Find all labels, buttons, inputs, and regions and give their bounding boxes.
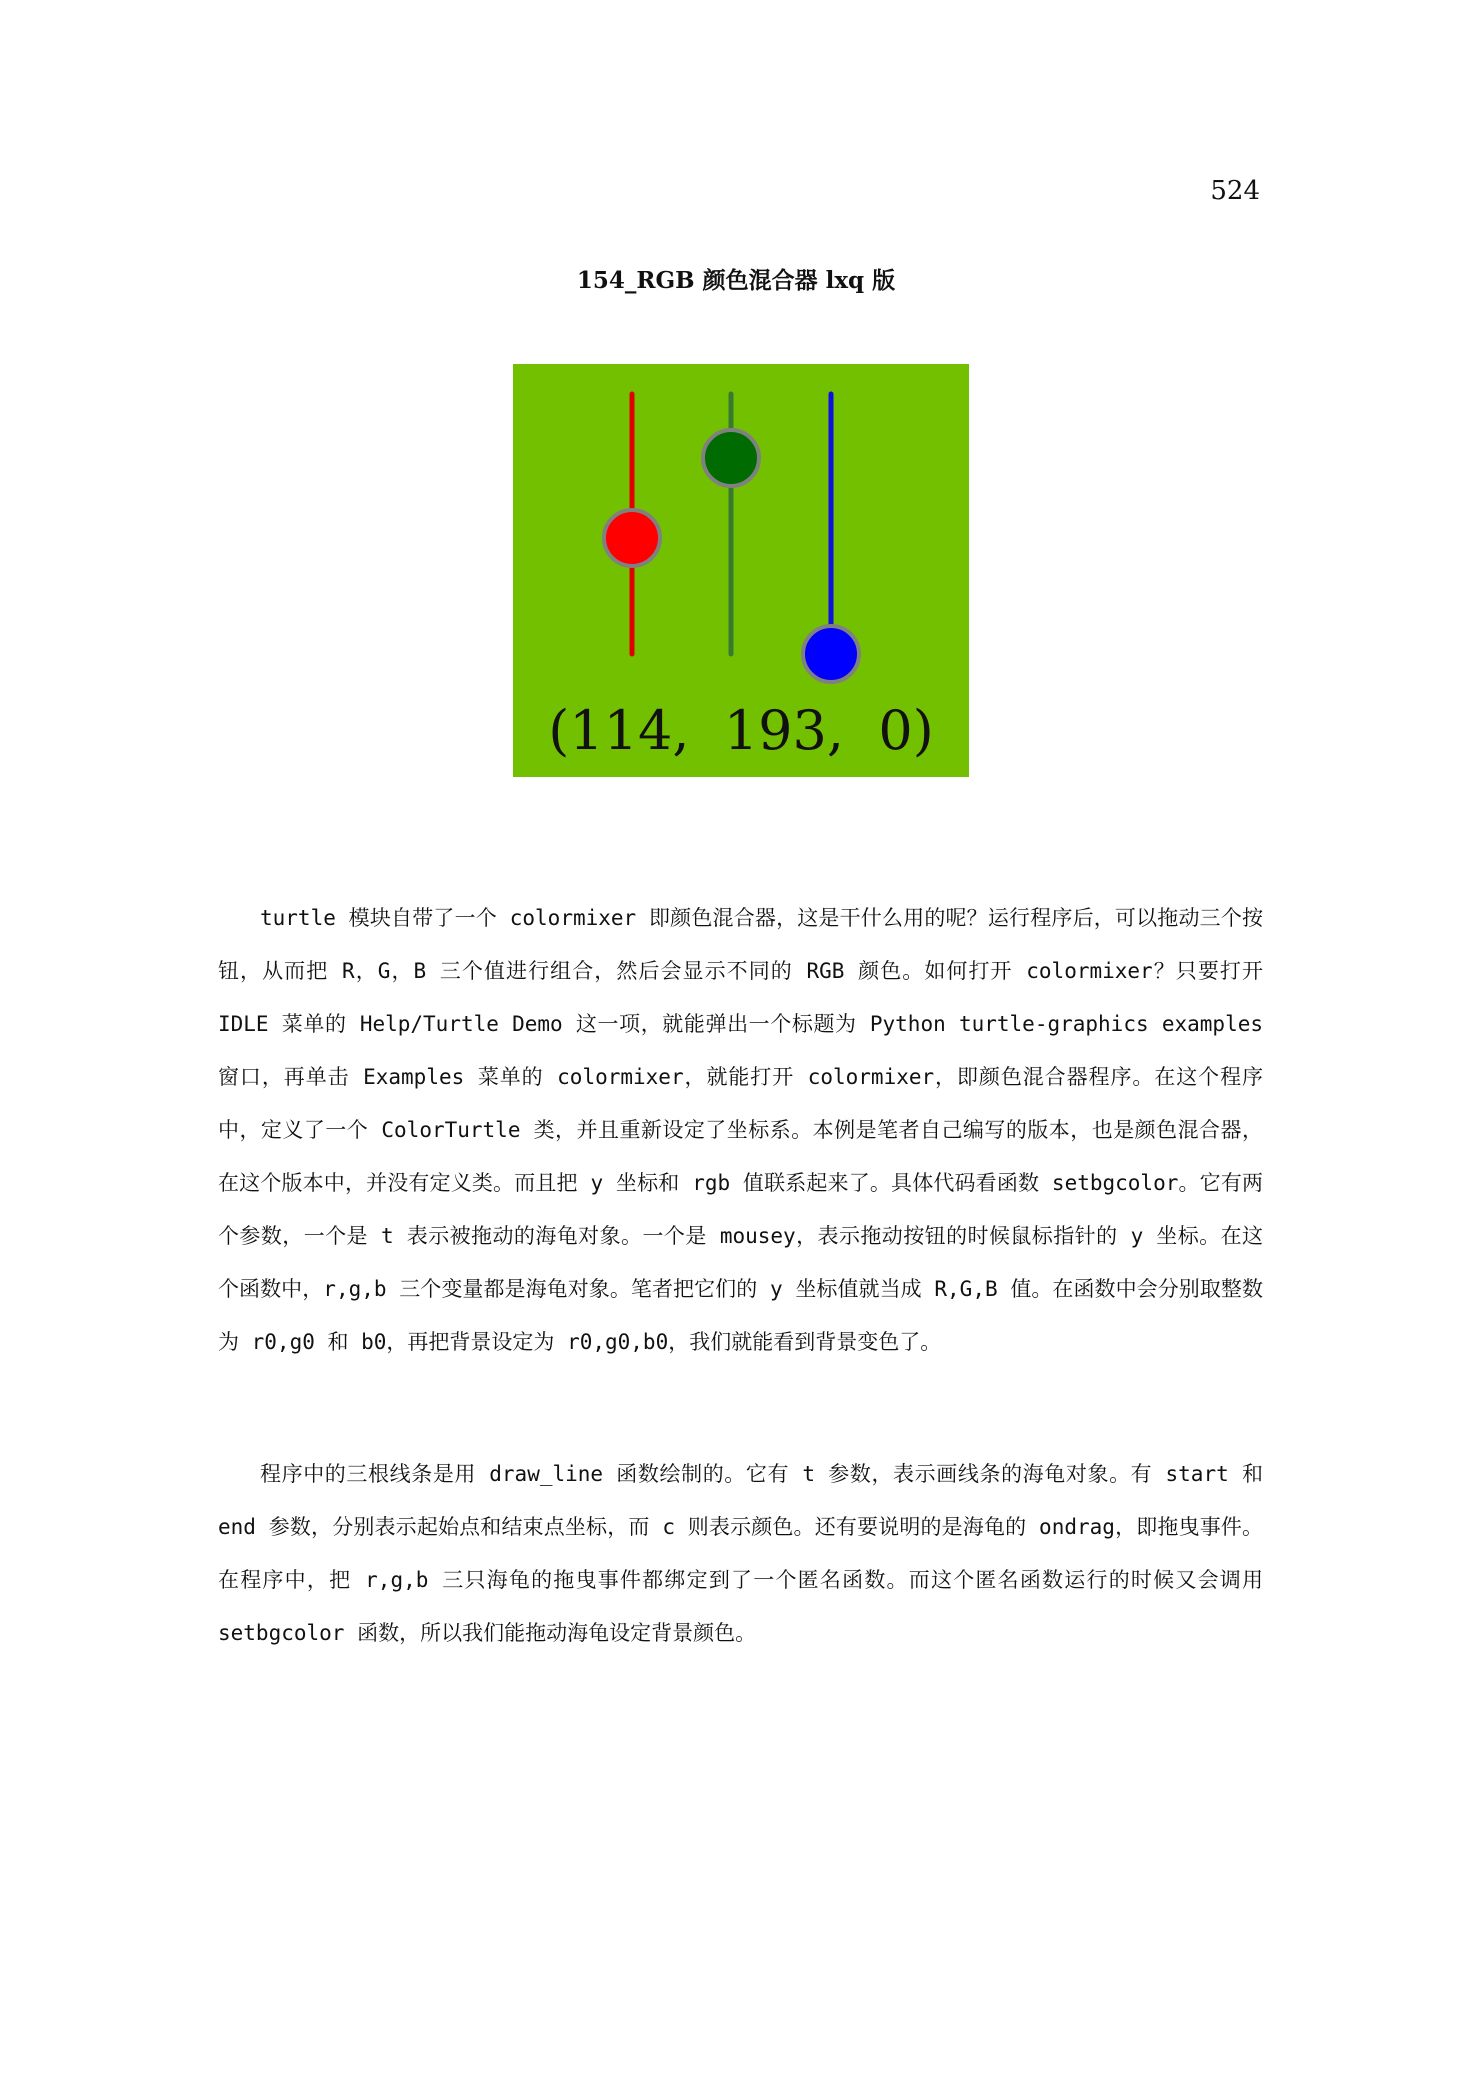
colormixer-screenshot	[513, 364, 969, 777]
colormixer-canvas	[513, 364, 969, 777]
blue-slider-knob[interactable]	[803, 626, 859, 682]
page-title: 154_RGB 颜色混合器 lxq 版	[576, 267, 896, 294]
green-slider-knob[interactable]	[703, 430, 759, 486]
red-slider-knob[interactable]	[604, 510, 660, 566]
rgb-readout: (114, 193, 0)	[548, 699, 934, 762]
body-paragraph-2: 程序中的三根线条是用 draw_line 函数绘制的。它有 t 参数，表示画线条的海龟对象。有 start 和 end 参数，分别表示起始点和结束点坐标，而 c 则表示颜色。还有要说明的是海龟的 ondrag，即拖曳事件。在程序中，把 r,g,b 三只海龟的拖曳事件都绑定到了一个匿名函数。而这个匿名函数运行的时候又会调用 setbgcolor 函数，所以我们能拖动海龟设定背景颜色。	[218, 1462, 1263, 1645]
body-paragraph-1: turtle 模块自带了一个 colormixer 即颜色混合器，这是干什么用的呢？运行程序后，可以拖动三个按钮，从而把 R，G，B 三个值进行组合，然后会显示不同的 RGB 颜色。如何打开 colormixer？只要打开 IDLE 菜单的 Help/Turtle Demo 这一项，就能弹出一个标题为 Python turtle-graphics examples 窗口，再单击 Examples 菜单的 colormixer，就能打开 colormixer，即颜色混合器程序。在这个程序中，定义了一个 ColorTurtle 类，并且重新设定了坐标系。本例是笔者自己编写的版本，也是颜色混合器，在这个版本中，并没有定义类。而且把 y 坐标和 rgb 值联系起来了。具体代码看函数 setbgcolor。它有两个参数，一个是 t 表示被拖动的海龟对象。一个是 mousey，表示拖动按钮的时候鼠标指针的 y 坐标。在这个函数中，r,g,b 三个变量都是海龟对象。笔者把它们的 y 坐标值就当成 R,G,B 值。在函数中会分别取整数为 r0,g0 和 b0，再把背景设定为 r0,g0,b0，我们就能看到背景变色了。	[218, 906, 1263, 1354]
page-number: 524	[1210, 176, 1260, 206]
